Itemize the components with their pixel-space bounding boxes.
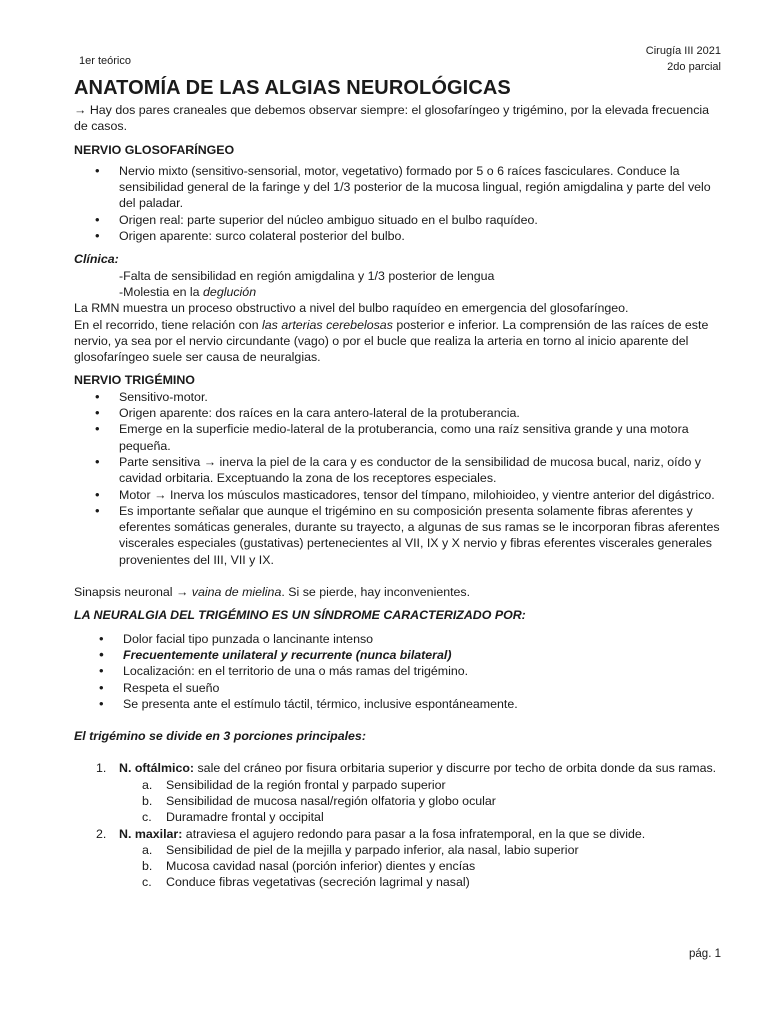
- list-item: [74, 793, 722, 809]
- list-item: • Origen aparente: surco colateral posterior del bulbo.: [74, 228, 722, 244]
- list-item-text: Sensibilidad de piel de la mejilla y parpado inferior, ala nasal, labio superior: [166, 842, 579, 857]
- recorrido-text-2: posterior e inferior. La comprensión de las raíces de este nervio, ya sea por el nervio circundante (vago) o por el bucle que realiza la arteria en torno al inicio aparente del glosofaríngeo suele ser causa de neuralgias.: [74, 317, 709, 365]
- recorrido-text-1: En el recorrido, tiene relación con: [74, 317, 263, 332]
- page-number: pág. 1: [689, 948, 721, 960]
- intro-text: Hay dos pares craneales que debemos observar siempre: el glosofaríngeo y trigémino, por la elevada frecuencia de casos.: [74, 103, 710, 134]
- section-heading-trigemino: NERVIO TRIGÉMINO: [74, 373, 195, 388]
- sinapsis-text-1: Sinapsis neuronal: [74, 585, 176, 600]
- list-item: • Localización: en el territorio de una o más ramas del trigémino.: [74, 663, 722, 679]
- oftalmico-sublist: [74, 777, 722, 826]
- list-item: • Sensitivo-motor.: [74, 389, 722, 405]
- list-item: • Frecuentemente unilateral y recurrente (nunca bilateral): [74, 647, 722, 663]
- list-item-text: Conduce fibras vegetativas (secreción lagrimal y nasal): [166, 875, 470, 890]
- list-marker: b.: [142, 793, 153, 808]
- list-marker: 2.: [96, 826, 107, 841]
- list-item: [74, 809, 722, 825]
- list-item: [74, 777, 722, 793]
- sinapsis-text-2: . Si se pierde, hay inconvenientes.: [281, 585, 471, 600]
- maxilar-sublist: [74, 842, 722, 891]
- divisiones-list: [74, 760, 722, 776]
- arrow-icon: →: [203, 454, 217, 469]
- clinica-item-2-text: -Molestia en la: [119, 284, 204, 299]
- recorrido-emph: las arterias cerebelosas: [262, 317, 393, 332]
- spacer: [74, 568, 722, 584]
- list-item: [74, 842, 722, 858]
- clinica-label: Clínica:: [74, 252, 119, 267]
- list-item: [74, 454, 722, 487]
- motor-label: Motor: [119, 487, 155, 502]
- list-marker: c.: [142, 810, 152, 825]
- motor-text: Inerva los músculos masticadores, tensor del tímpano, milohioideo, y vientre anterior del digástrico.: [166, 487, 715, 502]
- arrow-icon: →: [154, 487, 167, 502]
- list-item: [74, 826, 722, 842]
- list-item: [74, 487, 722, 503]
- sensitiva-label: Parte sensitiva: [119, 454, 204, 469]
- neuralgia-heading: LA NEURALGIA DEL TRIGÉMINO ES UN SÍNDROME CARACTERIZADO POR:: [74, 608, 526, 623]
- list-marker: a.: [142, 842, 153, 857]
- sinapsis-emph: vaina de mielina: [191, 585, 282, 600]
- list-item: • Es importante señalar que aunque el trigémino en su composición presenta solamente fibras aferentes y eferentes somáticas generales, durante su trayecto, a algunas de sus ramas se le incorporan fibras aferentes viscerales especiales (gustativas) pertenecientes al VII, IX y X nervio y fibras eferentes viscerales generales provenientes del III, VII y IX.: [74, 503, 722, 568]
- list-item-text: Sensibilidad de la región frontal y parpado superior: [166, 777, 446, 792]
- list-item-text: Duramadre frontal y occipital: [166, 810, 324, 825]
- content: [74, 76, 722, 891]
- neuralgia-list: [74, 631, 722, 712]
- arrow-icon: →: [74, 103, 87, 117]
- list-item: • Emerge en la superficie medio-lateral de la protuberancia, como una raíz sensitiva grande y una motora pequeña.: [74, 421, 722, 454]
- sinapsis-paragraph: [74, 584, 722, 600]
- list-item: • Se presenta ante el estímulo táctil, térmico, inclusive espontáneamente.: [74, 696, 722, 712]
- clinica-item-1: -Falta de sensibilidad en región amigdalina y 1/3 posterior de lengua: [119, 268, 495, 283]
- sensitiva-text: inerva la piel de la cara y es conductor de la sensibilidad de mucosa bucal, nariz, oído y cavidad orbitaria. Exceptuando la zona de los receptores especiales.: [119, 454, 701, 486]
- list-item: • Respeta el sueño: [74, 680, 722, 696]
- header-exam: 2do parcial: [667, 61, 721, 73]
- list-marker: c.: [142, 875, 152, 890]
- trigemino-list: [74, 389, 722, 568]
- maxilar-text: atraviesa el agujero redondo para pasar a la fosa infratemporal, en la que se divide.: [182, 826, 646, 841]
- divisiones-heading: El trigémino se divide en 3 porciones principales:: [74, 729, 366, 744]
- oftalmico-label: N. oftálmico:: [119, 761, 195, 776]
- oftalmico-text: sale del cráneo por fisura orbitaria superior y discurre por techo de orbita donde da sus ramas.: [194, 761, 717, 776]
- arrow-icon: →: [175, 585, 189, 600]
- list-marker: a.: [142, 777, 153, 792]
- maxilar-label: N. maxilar:: [119, 826, 183, 841]
- spacer: [74, 744, 722, 760]
- list-item-text: Sensibilidad de mucosa nasal/región olfatoria y globo ocular: [166, 793, 496, 808]
- page-title: ANATOMÍA DE LAS ALGIAS NEUROLÓGICAS: [74, 77, 511, 99]
- list-item: [74, 874, 722, 890]
- glosofaringeo-list: [74, 163, 722, 244]
- list-item-text: Mucosa cavidad nasal (porción inferior) dientes y encías: [166, 859, 476, 874]
- list-item: [74, 858, 722, 874]
- clinica-item-2: [74, 284, 722, 300]
- spacer: [74, 712, 722, 728]
- list-item: [74, 760, 722, 776]
- clinica-item-2-emph: deglución: [203, 284, 257, 299]
- list-item: • Origen real: parte superior del núcleo ambiguo situado en el bulbo raquídeo.: [74, 212, 722, 228]
- header-right: [646, 43, 721, 75]
- recorrido-paragraph: [74, 317, 722, 366]
- section-heading-glosofaringeo: NERVIO GLOSOFARÍNGEO: [74, 142, 235, 157]
- intro-paragraph: [74, 102, 722, 135]
- list-item: • Origen aparente: dos raíces en la cara antero-lateral de la protuberancia.: [74, 405, 722, 421]
- rmn-paragraph: La RMN muestra un proceso obstructivo a nivel del bulbo raquídeo en emergencia del glosofaríngeo.: [74, 301, 629, 316]
- list-marker: b.: [142, 859, 153, 874]
- list-item: • Dolor facial tipo punzada o lancinante intenso: [74, 631, 722, 647]
- list-marker: 1.: [96, 761, 107, 776]
- header-course: Cirugía III 2021: [645, 45, 721, 57]
- header-left: 1er teórico: [79, 55, 131, 67]
- divisiones-list-2: [74, 826, 722, 842]
- list-item: • Nervio mixto (sensitivo-sensorial, motor, vegetativo) formado por 5 o 6 raíces fasciculares. Conduce la sensibilidad general de la faringe y del 1/3 posterior de la mucosa lingual, región amigdalina y parte del velo del paladar.: [74, 163, 722, 212]
